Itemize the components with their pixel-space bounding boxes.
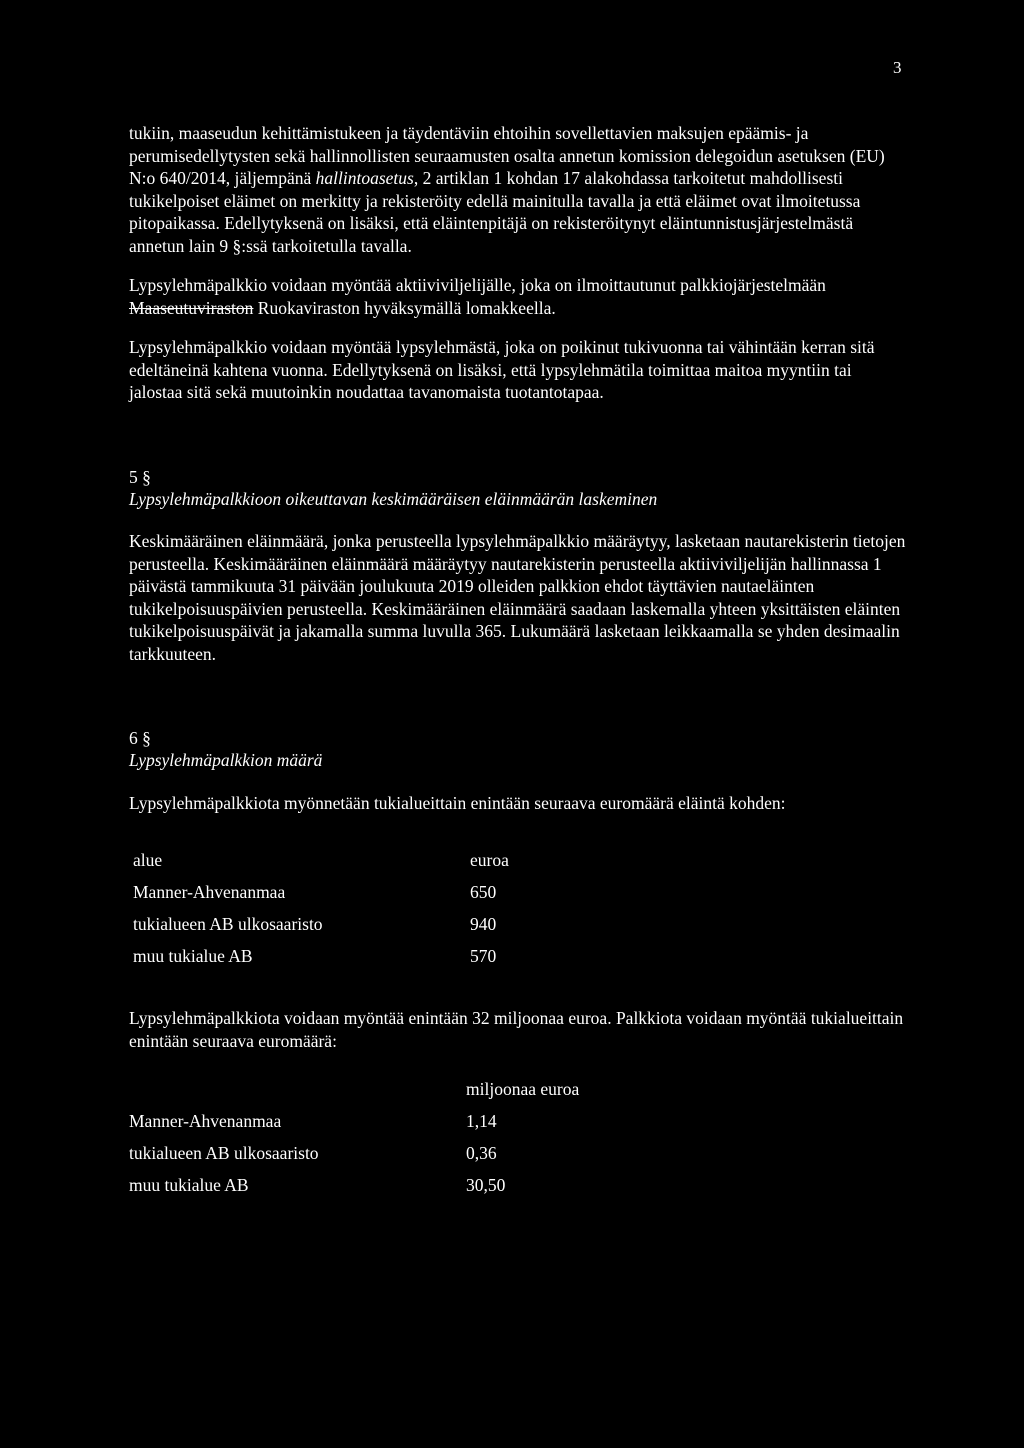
amount-per-animal-table (129, 849, 509, 977)
section-title: Lypsylehmäpalkkioon oikeuttavan keskimääräisen eläinmäärän laskeminen (129, 488, 658, 509)
paragraph-text: tukiin, maaseudun kehittämistukeen ja täydentäviin ehtoihin sovellettavien maksujen epäämis- ja perumisedellytysten sekä hallinnollisten seuraamusten osalta annetun komission delegoidun asetuksen (EU) N:o 640/2014, jäljempänä (129, 123, 885, 188)
struck-text: Maaseutuviraston (129, 297, 254, 318)
table-cell: 1,14 (466, 1111, 497, 1131)
table-cell: muu tukialue AB (129, 1175, 249, 1195)
section-text: Keskimääräinen eläinmäärä, jonka perusteella lypsylehmäpalkkio määräytyy, lasketaan nautarekisterin tietojen perusteella. Keskimääräinen eläinmäärä määräytyy nautarekisterin perusteella aktiiviviljelijän hallinnassa 1 päivästä tammikuuta 31 päivään joulukuuta 2019 olleiden palkkion ehdot täyttävien nautaeläinten tukikelpoisuuspäivien perusteella. Keskimääräinen eläinmäärä saadaan laskemalla yhteen yksittäisten eläinten tukikelpoisuuspäivät ja jakamalla summa luvulla 365. Lukumäärä lasketaan leikkaamalla se yhden desimaalin tarkkuuteen. (129, 531, 906, 664)
table-cell: 570 (470, 946, 497, 966)
table-cell: muu tukialue AB (133, 946, 253, 966)
paragraph-eligibility (129, 122, 909, 257)
paragraph-dairy-cow: Lypsylehmäpalkkio voidaan myöntää lypsylehmästä, joka on poikinut tukivuonna tai vähintään kerran sitä edeltäneinä kahtena vuonna. Edellytyksenä on lisäksi, että lypsylehmätila toimittaa maitoa myyntiin tai jalostaa sitä sekä muutoinkin noudattaa tavanomaista tuotantotapaa. (129, 337, 875, 402)
section-title: Lypsylehmäpalkkion määrä (129, 750, 323, 770)
table-header-cell: euroa (470, 850, 509, 870)
paragraph-registration (129, 274, 909, 319)
table-row (129, 1142, 579, 1174)
table-row (129, 1110, 579, 1142)
table-cell: Manner-Ahvenanmaa (133, 882, 286, 902)
defined-term: hallintoasetus (315, 168, 414, 188)
table-cell: 30,50 (466, 1175, 506, 1195)
total-amount-table (129, 1078, 579, 1206)
section-number: 5 § (129, 466, 151, 487)
table-header-cell: alue (133, 850, 163, 870)
table-header-row (129, 1078, 579, 1110)
table-row (129, 881, 509, 913)
table-header-cell: miljoonaa euroa (466, 1079, 580, 1099)
section-text: Lypsylehmäpalkkiota voidaan myöntää enintään 32 miljoonaa euroa. Palkkiota voidaan myöntää tukialueittain enintään seuraava euromäärä: (129, 1008, 904, 1051)
table-row (129, 913, 509, 945)
table-cell: 0,36 (466, 1143, 497, 1163)
table-cell: tukialueen AB ulkosaaristo (129, 1143, 319, 1163)
table-header-cell (129, 1078, 466, 1110)
section-5 (129, 466, 909, 666)
section-intro: Lypsylehmäpalkkiota myönnetään tukialueittain enintään seuraava euromäärä eläintä kohden: (129, 792, 786, 813)
table-cell: 650 (470, 882, 497, 902)
page-number: 3 (893, 58, 902, 77)
table-cell: tukialueen AB ulkosaaristo (133, 914, 323, 934)
section-6 (129, 727, 909, 1206)
paragraph-text: , 2 artiklan 1 kohdan 17 alakohdassa tarkoitetut mahdollisesti tukikelpoiset eläimet on merkitty ja rekisteröity edellä mainitulla tavalla ja että eläimet ovat ilmoitetussa pitopaikassa. Edellytyksenä on lisäksi, että eläintenpitäjä on rekisteröitynyt eläintunnistusjärjestelmästä annetun lain 9 §:ssä tarkoitetulla tavalla. (129, 168, 861, 256)
paragraph-text: Lypsylehmäpalkkio voidaan myöntää aktiiviviljelijälle, joka on ilmoittautunut palkkiojärjestelmään (129, 275, 826, 295)
table-cell: 940 (470, 914, 497, 934)
document-body (129, 122, 909, 1206)
table-row (129, 1174, 579, 1206)
paragraph-text: Ruokaviraston hyväksymällä lomakkeella. (253, 297, 556, 318)
table-cell: Manner-Ahvenanmaa (129, 1111, 282, 1131)
section-number: 6 § (129, 728, 151, 748)
table-header-row (129, 849, 509, 881)
table-row (129, 945, 509, 977)
